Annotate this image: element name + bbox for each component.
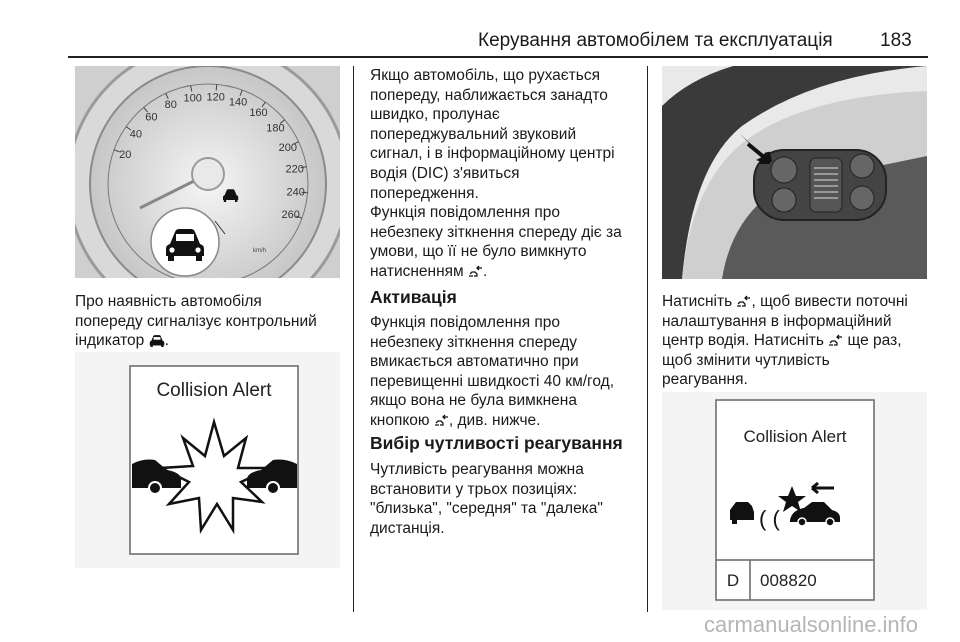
column-divider xyxy=(353,66,354,612)
text-span: , щоб вивести поточні xyxy=(751,293,908,310)
column2-paragraph-4 xyxy=(370,460,638,538)
header-rule xyxy=(68,56,928,58)
speed-tick-label: 40 xyxy=(129,128,143,141)
code-letter: D xyxy=(726,571,740,590)
text-line xyxy=(370,262,638,282)
speed-tick-label: 100 xyxy=(183,92,202,105)
text-line: швидко, пролунає xyxy=(370,106,500,124)
dic-display-illustration xyxy=(662,392,927,610)
text-line: небезпеку зіткнення спереду xyxy=(370,333,578,351)
text-line: щоб змінити чутливість xyxy=(662,351,830,369)
text-line: Чутливість реагування можна xyxy=(370,461,584,478)
column2-paragraph-3 xyxy=(370,313,638,431)
speed-tick-label: 80 xyxy=(164,99,177,112)
collision-alert-button-icon xyxy=(828,334,843,347)
text-line: сигнал, і в інформаційному центрі xyxy=(370,145,615,163)
column1-paragraph xyxy=(75,292,317,351)
collision-alert-button-icon xyxy=(434,414,449,427)
text-span: ще раз, xyxy=(847,332,902,350)
dic-display-figure xyxy=(662,392,927,610)
speed-tick-label: 180 xyxy=(266,122,285,135)
speed-tick-label: 60 xyxy=(145,111,158,124)
text-line: Функція повідомлення про xyxy=(370,314,561,331)
text-span: натисненням xyxy=(370,262,464,280)
speed-tick-label: 140 xyxy=(228,96,248,109)
speed-tick-label: 160 xyxy=(249,106,268,119)
steering-wheel-illustration xyxy=(662,66,927,279)
speed-tick-label: 120 xyxy=(206,91,225,104)
text-line xyxy=(662,331,930,351)
heading-activation: Активація xyxy=(370,287,457,307)
text-span: індикатор xyxy=(75,332,145,350)
column-divider xyxy=(647,66,648,612)
collision-alert-illustration xyxy=(75,352,340,568)
text-line: якщо вона не була вимкнена xyxy=(370,392,577,410)
speedometer-illustration xyxy=(75,66,340,278)
text-span: кнопкою xyxy=(370,411,430,429)
text-line: попереджувальний звуковий xyxy=(370,125,577,143)
steering-button xyxy=(850,186,874,210)
collision-alert-button-icon xyxy=(736,295,751,308)
collision-alert-button-icon xyxy=(468,265,483,278)
text-line xyxy=(370,411,638,431)
text-line: Функція повідомлення про xyxy=(370,204,561,221)
page-number: 183 xyxy=(880,30,912,51)
speed-unit: km/h xyxy=(253,248,267,254)
column3-paragraph xyxy=(662,292,930,390)
speed-tick-mark xyxy=(216,84,217,90)
text-line: попереду, наближається занадто xyxy=(370,86,608,104)
heading-sensitivity: Вибір чутливості реагування xyxy=(370,433,623,453)
text-line: водія (DIC) з'явиться xyxy=(370,164,520,182)
text-span: . xyxy=(483,262,488,280)
text-line: умови, що її не було вимкнуто xyxy=(370,243,587,261)
speed-tick-label: 260 xyxy=(281,209,300,222)
speedometer-figure xyxy=(75,66,340,278)
figure-code: 008820 xyxy=(760,571,817,590)
column2-paragraph-2 xyxy=(370,203,638,281)
watermark-url: carmanualsonline.info xyxy=(704,612,919,637)
text-line: встановити у трьох позиціях: xyxy=(370,480,578,498)
collision-alert-figure xyxy=(75,352,340,568)
speed-tick-label: 220 xyxy=(285,163,304,176)
text-line: налаштування в інформаційний xyxy=(662,312,892,330)
text-span: центр водія. Натисніть xyxy=(662,332,824,350)
column2-paragraph-1 xyxy=(370,66,638,203)
text-line: небезпеку зіткнення спереду діє за xyxy=(370,223,622,241)
car-ahead-icon xyxy=(149,334,165,347)
speed-tick-label: 240 xyxy=(286,186,305,199)
dic-title: Collision Alert xyxy=(743,427,847,446)
text-line: Якщо автомобіль, що рухається xyxy=(370,67,600,84)
speed-tick-label: 20 xyxy=(119,148,132,161)
text-span: . xyxy=(164,332,169,350)
text-line: попередження. xyxy=(370,184,479,202)
text-line xyxy=(75,331,317,351)
collision-alert-button xyxy=(771,157,797,183)
text-line: дистанція. xyxy=(370,519,445,537)
steering-wheel-figure xyxy=(662,66,927,279)
text-line: попереду сигналізує контрольний xyxy=(75,312,317,330)
text-line: Про наявність автомобіля xyxy=(75,293,262,310)
steering-button xyxy=(850,154,874,178)
text-line: перевищенні швидкості 40 км/год, xyxy=(370,372,614,390)
header-title: Керування автомобілем та експлуатація xyxy=(478,30,833,51)
text-line: вмикається автоматично при xyxy=(370,353,579,371)
text-span: Натисніть xyxy=(662,293,733,310)
speed-tick-label: 200 xyxy=(278,141,297,154)
text-line xyxy=(662,292,930,312)
text-line: реагування. xyxy=(662,371,748,389)
cruise-control-rocker xyxy=(810,158,842,212)
collision-alert-title: Collision Alert xyxy=(156,380,272,401)
steering-button xyxy=(772,188,796,212)
text-span: , див. нижче. xyxy=(448,411,541,429)
distance-bar-icon: ( ( xyxy=(759,506,780,531)
text-line: "близька", "середня" та "далека" xyxy=(370,500,603,518)
